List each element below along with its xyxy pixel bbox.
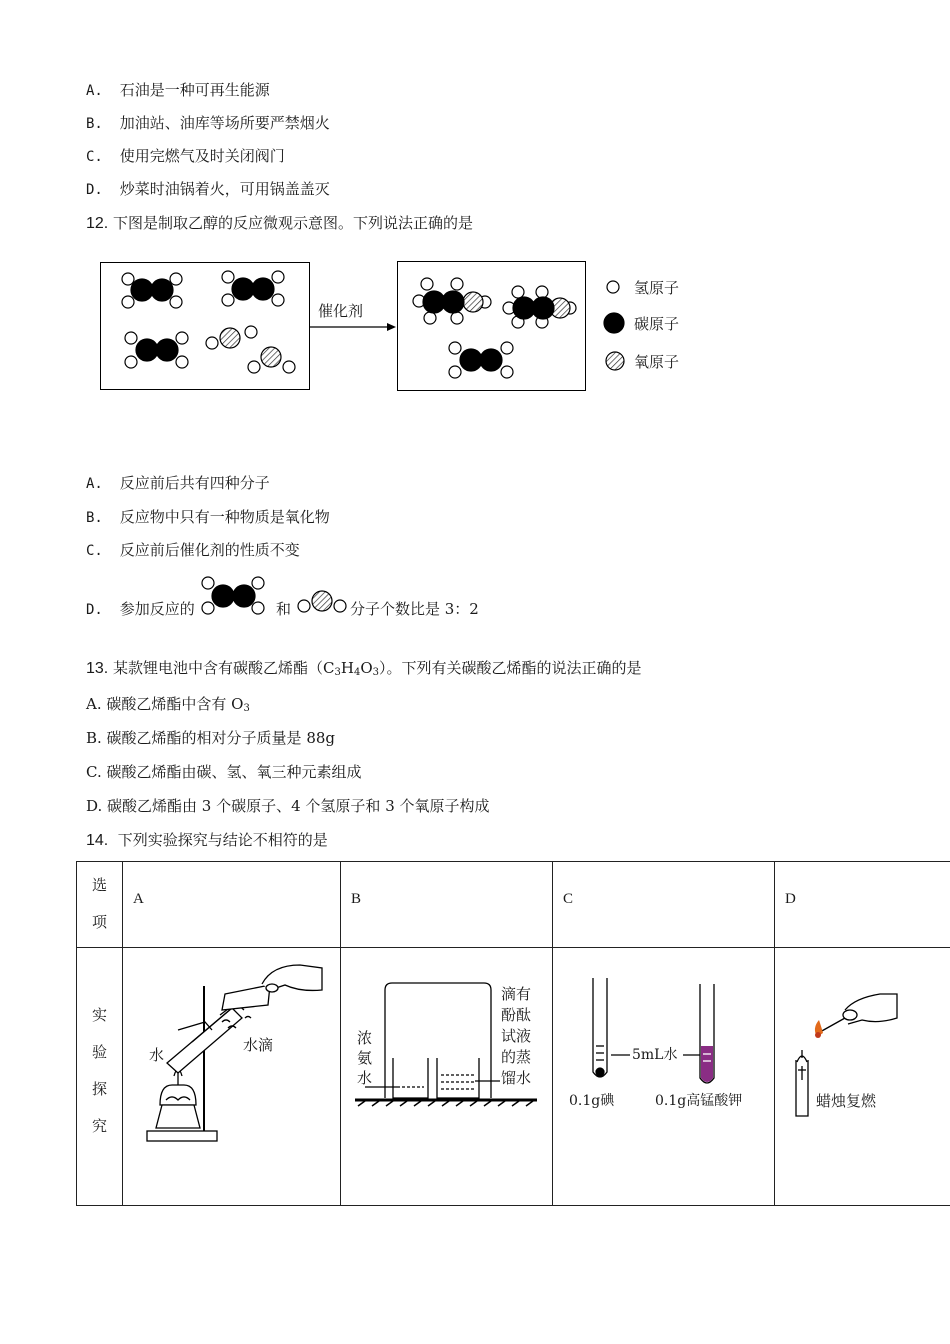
col-d-header: D [775, 862, 950, 948]
legend-hydrogen-icon [607, 281, 619, 293]
reaction-diagram [0, 0, 950, 400]
q11-option-b: B. 加油站、油库等场所要严禁烟火 [86, 114, 330, 132]
legend-oxygen-label: 氧原子 [634, 353, 680, 371]
col-a-header: A [123, 862, 341, 948]
q12-option-a: A. 反应前后共有四种分子 [86, 474, 270, 492]
exp-b-left-label: 浓 氨 水 [357, 1029, 373, 1087]
catalyst-label: 催化剂 [318, 302, 364, 320]
q12-option-d-ratio: 分子个数比是 3：2 [350, 600, 479, 618]
legend-oxygen-icon [606, 352, 624, 370]
q11-option-a: A. 石油是一种可再生能源 [86, 81, 270, 99]
q13-stem: 13. 某款锂电池中含有碳酸乙烯酯$(C_3H_4O_3)$。下列有关碳酸乙烯酯的说法正确的是 [86, 659, 642, 678]
exp-d-cell [775, 948, 950, 1206]
q13-option-b: B. 碳酸乙烯酯的相对分子质量是 88g [86, 729, 336, 747]
q11-option-d: D. 炒菜时油锅着火，可用锅盖盖灭 [86, 180, 330, 198]
legend-carbon-icon [604, 313, 624, 333]
q12-stem: 12. 下图是制取乙醇的反应微观示意图。下列说法正确的是 [86, 214, 474, 232]
col-b-header: B [341, 862, 553, 948]
row-label-cell: 实 验 探 究 [77, 948, 123, 1206]
legend-hydrogen-label: 氢原子 [634, 279, 680, 297]
q12-option-b: B. 反应物中只有一种物质是氧化物 [86, 508, 330, 526]
exp-c-kmno4-label: 0.1g高锰酸钾 [655, 1093, 743, 1109]
exp-c-cell [553, 948, 775, 1206]
exp-d-candle-label: 蜡烛复燃 [816, 1092, 877, 1110]
legend-carbon-label: 碳原子 [634, 315, 680, 333]
exp-c-iodine-label: 0.1g碘 [569, 1093, 615, 1109]
q12-option-c: C. 反应前后催化剂的性质不变 [86, 541, 300, 559]
exp-c-water-label: 5mL水 [632, 1047, 678, 1063]
header-label-cell: 选 项 [77, 862, 123, 948]
q13-option-d: D. 碳酸乙烯酯由 3 个碳原子、4 个氢原子和 3 个氧原子构成 [86, 797, 490, 815]
q14-stem: 14. 下列实验探究与结论不相符的是 [86, 831, 328, 849]
exp-a-cell [123, 948, 341, 1206]
exp-b-right-label: 滴有 酚酞 试液 的蒸 馏水 [501, 985, 532, 1087]
q11-option-c: C. 使用完燃气及时关闭阀门 [86, 147, 285, 165]
q12-option-d-and: 和 [276, 600, 292, 618]
q13-option-a: A. 碳酸乙烯酯中含有 $O_3$ [86, 695, 250, 714]
exp-a-water-label: 水 [149, 1046, 165, 1064]
exp-a-drops-label: 水滴 [243, 1036, 274, 1054]
q13-option-c: C. 碳酸乙烯酯由碳、氢、氧三种元素组成 [86, 763, 362, 781]
col-c-header: C [553, 862, 775, 948]
q12-option-d-letter: D. 参加反应的 [86, 600, 195, 618]
